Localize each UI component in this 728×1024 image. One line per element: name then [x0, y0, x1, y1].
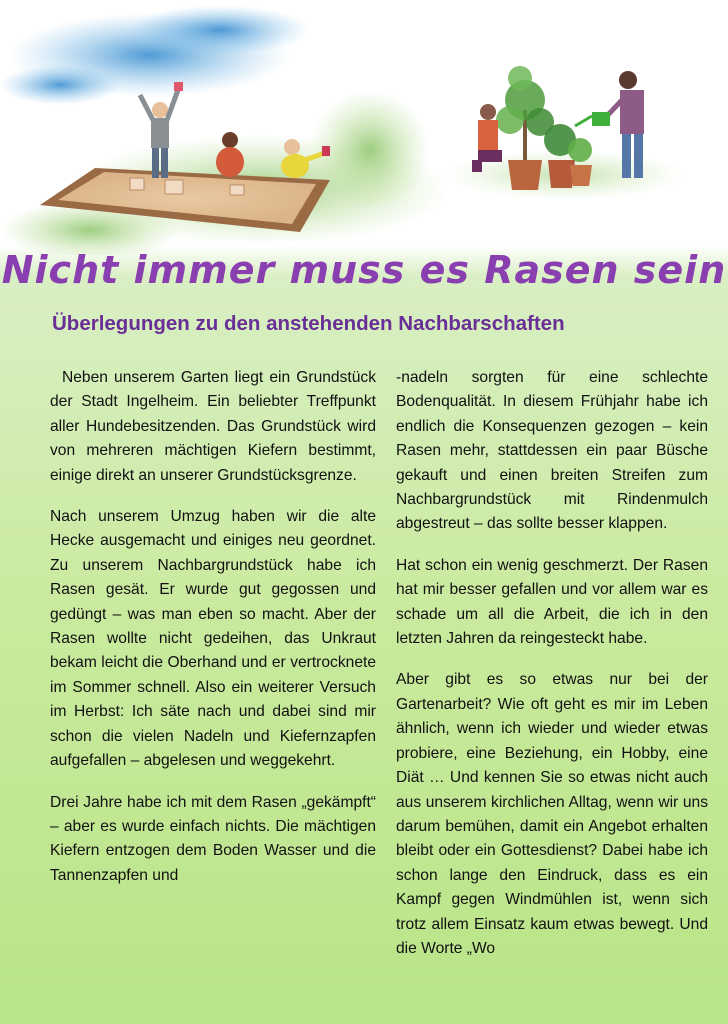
article-title: Nicht immer muss es Rasen sein	[1, 248, 727, 292]
paragraph: Hat schon ein wenig geschmerzt. Der Rasen hat mir besser gefallen und vor allem war es schade um all die Arbeit, die ich in den letzten Jahren da reingesteckt habe.	[396, 556, 708, 648]
article-subtitle: Überlegungen zu den anstehenden Nachbarschaften	[52, 312, 565, 335]
text-column-left	[50, 366, 376, 905]
paragraph: Nach unserem Umzug haben wir die alte Hecke ausgemacht und einiges neu geordnet. Zu unserem Nachbargrundstück habe ich Rasen gesät. Er wurde gut gegossen und gedüngt – was man eben so macht. Aber der Rasen wollte nicht gedeihen, das Unkraut bekam leicht die Oberhand und er vertrocknete im Sommer schnell. Also ein weiterer Versuch im Herbst: Ich säte nach und dabei sind mir schon die vielen Nadeln und Kiefernzapfen aufgefallen – abgelesen und weggekehrt.	[50, 508, 376, 770]
text-column-right	[396, 366, 708, 978]
paragraph: Drei Jahre habe ich mit dem Rasen „gekämpft“ – aber es wurde einfach nichts. Die mächtigen Kiefern entzogen dem Boden Wasser und die Tannenzapfen und	[50, 793, 376, 884]
paragraph: -nadeln sorgten für eine schlechte Bodenqualität. In diesem Frühjahr habe ich endlich die Konsequenzen gezogen – kein Rasen mehr, stattdessen ein paar Büsche gekauft und einen breiten Streifen zum Nachbargrundstück mit Rindenmulch abgestreut – das sollte besser klappen.	[396, 369, 708, 533]
paragraph: Neben unserem Garten liegt ein Grundstück der Stadt Ingelheim. Ein beliebter Treffpunkt aller Hundebesitzenden. Das Grundstück wird von mehreren mächtigen Kiefern bestimmt, einige direkt an unserer Grundstücksgrenze.	[50, 369, 376, 484]
gardening-scene	[445, 66, 685, 200]
header-illustration	[0, 0, 728, 255]
sandbox-scene	[0, 5, 450, 255]
paragraph: Aber gibt es so etwas nur bei der Gartenarbeit? Wie oft geht es mir im Leben ähnlich, wenn ich wieder und wieder etwas probiere, eine Beziehung, ein Hobby, eine Diät … Und kennen Sie so etwas nicht auch aus unserem kirchlichen Alltag, wenn wir uns darum bemühen, damit ein Angebot erhalten bleibt oder ein Gottesdienst? Dabei habe ich schon lange den Eindruck, dass es ein Kampf gegen Windmühlen ist, wenn sich trotz allem Einsatz kaum etwas bewegt. Und die Worte „Wo	[396, 671, 708, 957]
